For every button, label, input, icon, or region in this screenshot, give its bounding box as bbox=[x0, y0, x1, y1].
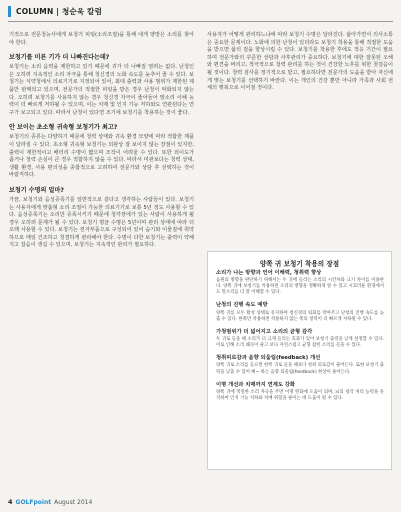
issue-date: August 2014 bbox=[54, 499, 93, 506]
section-3-body: 가끔, 보청기와 음성증폭기를 일반적으로 같다고 생각하는 사람들이 있다. 보청기는 사용자에게 맞춤형 소리 조절이 가능한 의료기기로 보통 5년 정도 사용할 수 있다. 음성증폭기는 소리만 증폭시키기 때문에 청각장애가 있는 사람이 사용하게 될 경우 오히려 문제가 될 수 있다. 보청기 평균 수명은 5년이며 관리 상태에 따라 더 오래 사용할 수 있다. 보청기는 전자부품으로 구성되어 있어 습기와 이물질에 취약하므로 매일 건조하고 청결하게 관리해야 한다. 수명이 다한 보청기는 출력이 약해지고 잡음이 생길 수 있으며, 보청기는 지속적인 관리가 필요하다. bbox=[9, 196, 194, 249]
header-label: COLUMN | 청순욱 칼럼 bbox=[16, 7, 103, 16]
info-item-body: 음원의 방향을 판단하기 위해서는 두 귀에 들리는 소리의 시간차와 크기 차이를 이용한다. 양쪽 귀에 보청기를 착용하면 소리의 방향을 정확하게 알 수 있고 시끄러운 환경에서도 말소리를 더 잘 이해할 수 있다. bbox=[216, 278, 384, 296]
info-box-items bbox=[216, 270, 384, 408]
info-box-item bbox=[216, 382, 384, 402]
info-box-title: 양쪽 귀 보청기 착용의 장점 bbox=[259, 260, 340, 268]
section-2-body: 보청기의 종류는 다양하기 때문에 청력 상태와 귀속 환경 모양에 따라 적합한 제품이 달라질 수 있다. 초소형 귀속형 보청기는 외관상 잘 보이지 않는 장점이 있지만, 출력이 제한적이고 배터리 수명이 짧으며 조작이 어려울 수 있다. 또한 외이도가 좁거나 청력 손실이 큰 경우 적합하지 않을 수 있다. 따라서 미관보다는 청력 상태, 생활 환경, 사용 편의성을 종합적으로 고려하여 전문가와 상담 후 선택하는 것이 바람직하다. bbox=[9, 134, 194, 179]
info-box-item bbox=[216, 329, 384, 349]
right-intro-paragraph: 사용자가 어떻게 관리하느냐에 따라 보청기 수명은 달라진다. 삶아가면서 의사소통은 중요한 문제이다. 노화에 의한 난청이 있더라도 보청기 착용을 통해 적절한 도움을 받으면 삶의 질을 향상시킬 수 있다. 보청기를 착용한 후에도 적응 기간이 필요하며 전문가와의 꾸준한 상담과 사후관리가 중요하다. 보청기에 대한 잘못된 오해와 편견을 버리고, 적극적으로 청력 관리를 하는 것이 건강한 노후를 위한 첫걸음이 될 것이다. 청력 검사를 정기적으로 받고, 필요하다면 전문가의 도움을 받아 자신에게 맞는 보청기를 선택하기 바란다. 이는 개인의 건강 뿐만 아니라 가족과 사회 전체의 행복으로 이어질 것이다. bbox=[207, 32, 393, 92]
info-item-heading: 청취피로감과 음향 되울림(feedback) 개선 bbox=[216, 355, 321, 362]
info-item-body: 양쪽 귀에 적절한 소리 자극을 주면 이명 완화에 도움이 되며, 뇌의 청각 처리 능력을 유지하여 인지 기능 저하와 치매 위험을 줄이는 데 도움이 될 수 있다. bbox=[216, 389, 384, 401]
left-intro-paragraph: 기적으로 전문청능사에게 보청기 피팅(소리조절)을 통해 대게 양방은 소리를 찾아야 한다. bbox=[9, 32, 194, 46]
info-box-item bbox=[216, 302, 384, 322]
info-item-heading: 소리가 나는 방향과 언어 이해력, 청취력 향상 bbox=[216, 270, 322, 276]
info-item-heading: 난청의 진행 속도 예방 bbox=[216, 302, 268, 309]
header-accent-bar bbox=[8, 6, 11, 17]
section-1-body: 보청기는 소리 음력을 제한하고 있기 때문에 귀가 더 나빠질 염려는 없다. 난청인은 오히려 지속적인 소리 자극을 통해 청신경의 노화 속도를 늦추어 줄 수 있다. 보청기는 식약청에서 의료기기로 지정되어 있어, 최대 출력과 사용 범위가 제한된 제품만 판매되고 있으며, 전문가의 적절한 피팅을 받은 경우 난청이 악화되지 않는다. 오히려 보청기를 사용하지 않는 경우 청신경 자극이 줄어들어 말소리 이해 능력이 더 빠르게 저하될 수 있으며, 이는 치매 및 인지 기능 저하와도 연관된다는 연구가 보고되고 있다. 따라서 난청이 있다면 조기에 보청기를 착용하는 것이 좋다. bbox=[9, 64, 194, 116]
page-footer bbox=[8, 498, 92, 506]
info-box-item bbox=[216, 355, 384, 375]
section-heading-2: 안 보이는 초소형 귀속형 보청기가 최고? bbox=[9, 124, 118, 132]
magazine-brand: GOLFpoint bbox=[15, 499, 52, 506]
column-header bbox=[8, 6, 102, 17]
section-heading-3: 보청기 수명의 얼마? bbox=[9, 186, 64, 194]
info-item-body: 양쪽 귀로 소리를 들으면 한쪽 귀로 들을 때보다 청취 피로감이 줄어든다. 또한 보청기 출력을 낮출 수 있어 삐~ 하는 음향 되울림(feedback) 현상이 줄어든다. bbox=[216, 363, 384, 375]
info-item-heading: 이명 개선과 치매까지 연계도 강화 bbox=[216, 381, 296, 388]
section-heading-1: 보청기를 미른 기가 더 나빠진다는데? bbox=[9, 54, 110, 62]
info-box bbox=[207, 251, 392, 470]
info-item-body: 두 귀로 들을 때 소리가 더 크게 들리는 효과가 있어 보청기 출력을 낮게 설정할 수 있다. 이로 인해 소리 왜곡이 줄고 보다 자연스럽고 균형 잡힌 소리를 들을 수 있다. bbox=[216, 337, 384, 349]
info-item-heading: 가청범위가 더 넓어지고 소리의 균형 감각 bbox=[216, 328, 313, 335]
info-box-item bbox=[216, 270, 384, 296]
left-column bbox=[9, 32, 194, 257]
info-item-body: 양쪽 귀를 모두 활성 상태로 유지하여 청신경의 퇴화를 막아주고 난청의 진행 속도를 늦출 수 있다. 한쪽만 착용하면 착용하지 않는 쪽의 청력이 더 빠르게 저하될 수 있다. bbox=[216, 310, 384, 322]
right-column bbox=[207, 32, 393, 100]
header-rule bbox=[8, 21, 393, 22]
page-number: 4 bbox=[8, 498, 13, 506]
